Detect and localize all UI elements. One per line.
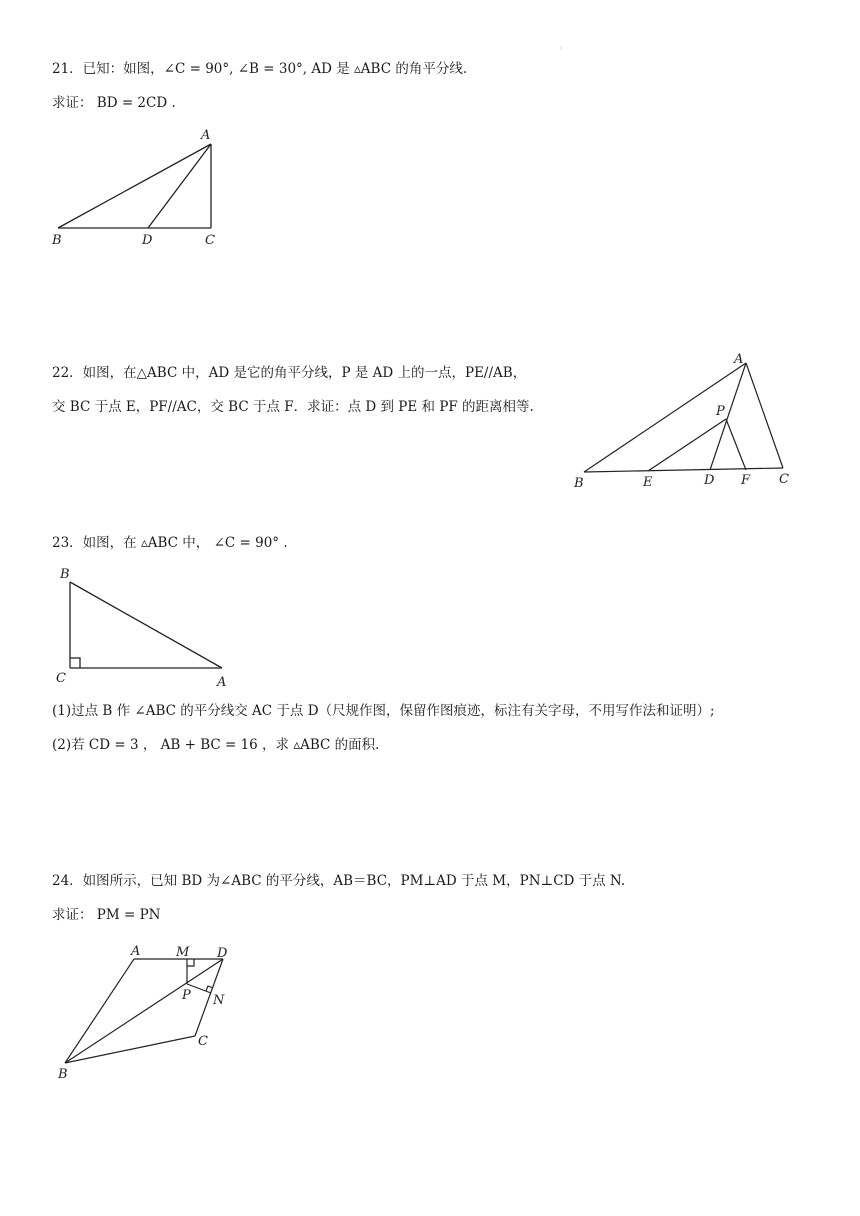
q24-figure	[48, 938, 248, 1086]
q24-label-m: M	[176, 945, 190, 960]
q22-label-p: P	[716, 404, 725, 419]
q22-label-d: D	[704, 473, 715, 488]
q22-label-a: A	[734, 352, 744, 367]
q23-label-b: B	[60, 567, 70, 582]
q21-figure	[48, 124, 228, 252]
q24-label-a: A	[131, 944, 141, 959]
q24-label-d: D	[217, 946, 228, 961]
q22-label-b: B	[574, 476, 584, 491]
q22-statement: 22．如图，在△ABC 中，AD 是它的角平分线，P 是 AD 上的一点，PE//AB，	[52, 365, 527, 381]
q23-figure	[50, 562, 240, 692]
q24-label-p: P	[182, 988, 191, 1003]
q22-prove: 交 BC 于点 E，PF//AC，交 BC 于点 F．求证：点 D 到 PE 和 PF 的距离相等.	[52, 399, 534, 415]
q23-label-c: C	[56, 671, 66, 686]
q21-label-b: B	[52, 233, 62, 248]
q23-part2: (2)若 CD = 3 ， AB + BC = 16 ，求 ▵ABC 的面积.	[52, 737, 380, 753]
q24-label-c: C	[198, 1034, 208, 1049]
q21-label-d: D	[142, 233, 153, 248]
q21-prove: 求证： BD = 2CD .	[52, 95, 176, 111]
q22-label-e: E	[643, 475, 653, 490]
q23-label-a: A	[217, 675, 227, 690]
q22-label-f: F	[741, 473, 751, 488]
q24-label-n: N	[213, 993, 225, 1008]
q23-statement: 23．如图，在 ▵ABC 中， ∠C = 90° .	[52, 535, 288, 551]
q22-label-c: C	[779, 472, 789, 487]
q21-label-c: C	[205, 233, 215, 248]
q23-part1: (1)过点 B 作 ∠ABC 的平分线交 AC 于点 D（尺规作图，保留作图痕迹，标注有关字母，不用写作法和证明）;	[52, 703, 715, 719]
q22-figure	[568, 348, 800, 496]
q21-label-a: A	[201, 128, 211, 143]
q24-statement: 24．如图所示，已知 BD 为∠ABC 的平分线，AB＝BC，PM⊥AD 于点 M，PN⊥CD 于点 N.	[52, 873, 626, 889]
header-mark: ·	[559, 44, 562, 53]
q21-statement: 21．已知：如图，∠C = 90°, ∠B = 30°, AD 是 ▵ABC 的角平分线.	[52, 61, 468, 77]
q24-label-b: B	[58, 1067, 68, 1082]
q24-prove: 求证： PM = PN	[52, 907, 161, 923]
